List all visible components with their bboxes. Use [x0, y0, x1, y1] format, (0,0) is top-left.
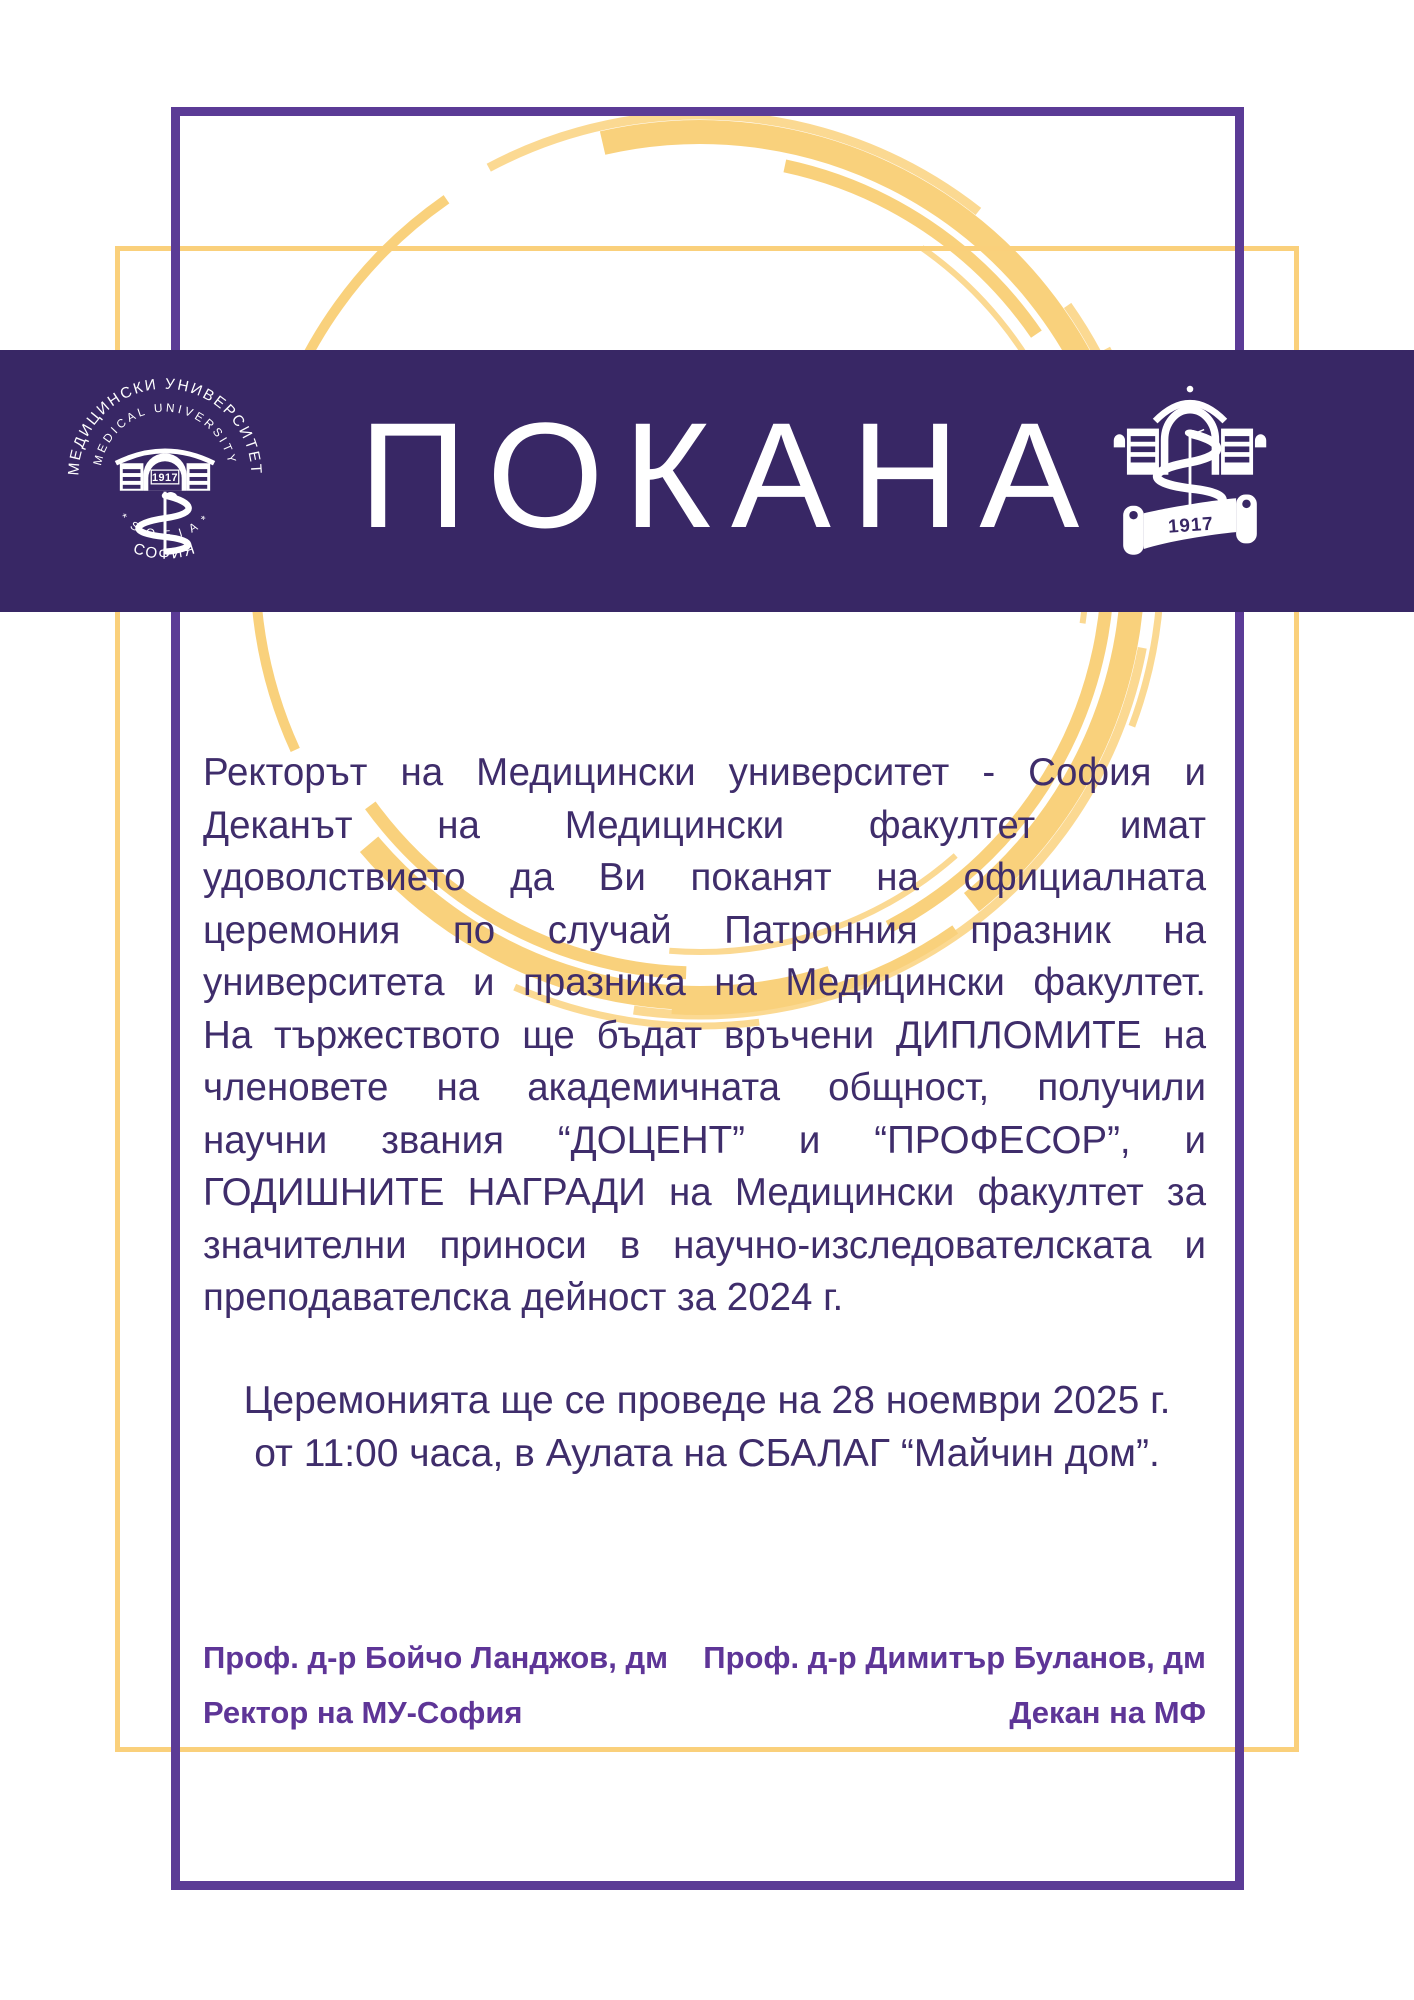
body-line: ГОДИШНИТЕ НАГРАДИ на Медицински факултет за — [203, 1171, 1206, 1214]
seal-year-label: 1917 — [152, 471, 178, 484]
invitation-body — [203, 747, 1206, 1325]
header-banner — [0, 350, 1414, 612]
invitation-title: ПОКАНА — [359, 391, 1100, 559]
medical-faculty-logo — [1110, 372, 1270, 568]
body-line: университета и празника на Медицински факултет. — [203, 961, 1206, 1004]
seal-ring-top-text: МЕДИЦИНСКИ УНИВЕРСИТЕТ — [65, 375, 265, 477]
ceremony-line: Церемонията ще се проведе на 28 ноември 2025 г. — [243, 1379, 1171, 1422]
body-line: значителни приноси в научно-изследователската и — [203, 1223, 1206, 1267]
body-line: удоволствието да Ви поканят на официалната — [203, 856, 1206, 899]
body-line: членовете на академичната общност, получили — [203, 1066, 1206, 1109]
seal-building-icon — [116, 451, 214, 491]
body-line: преподавателска дейност за 2024 г. — [203, 1276, 844, 1319]
body-line: Ректорът на Медицински университет - София и — [203, 751, 1206, 794]
seal-sofia-latin-text: * S O F I A * — [116, 511, 214, 542]
faculty-year-label: 1917 — [1167, 512, 1215, 537]
mu-sofia-seal-logo — [57, 368, 273, 584]
body-line: научни звания “ДОЦЕНТ” и “ПРОФЕСОР”, и — [203, 1118, 1206, 1162]
signature-role: Ректор на МУ-София — [203, 1695, 523, 1730]
signature-rector — [203, 1630, 668, 1740]
seal-sofia-cyrillic-text: СОФИЯ — [131, 540, 199, 563]
signature-name: Проф. д-р Димитър Буланов, дм — [703, 1640, 1206, 1675]
signature-name: Проф. д-р Бойчо Ланджов, дм — [203, 1640, 669, 1675]
seal-ring-inner-text: MEDICAL UNIVERSITY — [91, 401, 239, 467]
signature-dean — [703, 1630, 1206, 1740]
signatures-row — [203, 1630, 1206, 1740]
body-line: На тържеството ще бъдат връчени ДИПЛОМИТЕ на — [203, 1013, 1206, 1057]
signature-role: Декан на МФ — [1009, 1695, 1206, 1730]
body-line: Деканът на Медицински факултет имат — [203, 803, 1206, 847]
ceremony-details — [150, 1374, 1264, 1480]
ceremony-line: от 11:00 часа, в Аулата на СБАЛАГ “Майчин дом”. — [254, 1432, 1160, 1475]
body-line: церемония по случай Патронния празник на — [203, 908, 1206, 952]
